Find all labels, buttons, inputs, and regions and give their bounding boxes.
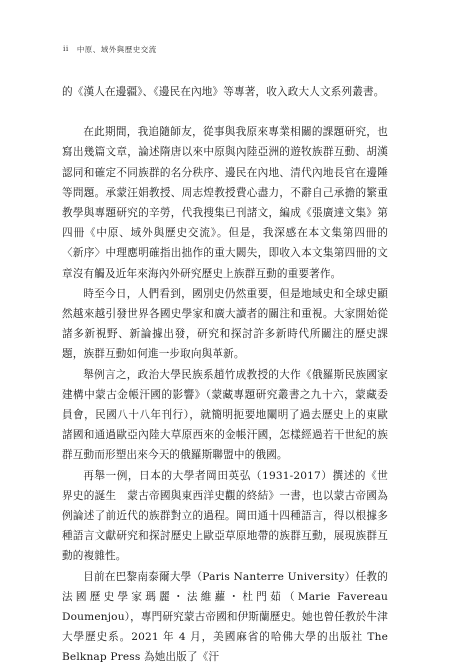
paragraph: 舉例言之，政治大學民族系趙竹成教授的大作《俄羅斯民族國家建構中蒙古金帳汗國的影響》（蒙藏專題研究叢書之九十六，蒙藏委員會，民國八十八年刊行），就簡明扼要地闡明了過去歷史上的東歐諸國和通過歐亞內陸大草原西來的金帳汗國，怎樣經過若干世紀的族群互動而形塑出來今天的俄羅斯聯盟中的俄國。	[62, 368, 388, 462]
paragraph: 在此期間，我追隨師友，從事與我原來專業相關的課題研究，也寫出幾篇文章，論述隋唐以來中原與內陸亞洲的遊牧族群互動、胡漢認同和確定不同族群的名分秩序、邊民在內地、清代內地長官在邊陲等問題。承蒙汪娟教授、周志煌教授費心盡力，不辭自己承擔的繁重教學與專題研究的辛勞，代我搜集已刊諸文，編成《張廣達文集》第四冊《中原、域外與歷史交流》。但是，我深感在本文集第四冊的〈新序〉中理應明確指出拙作的重大闕失，即收入本文集第四冊的文章沒有觸及近年來海內外研究歷史上族群互動的重要著作。	[62, 126, 388, 280]
paragraph: 目前在巴黎南泰爾大學（Paris Nanterre University）任教的法國歷史學家瑪麗・法維蘿・杜門茹（Marie Favereau Doumenjou），專門研究蒙古帝國和伊斯蘭歷史。她也曾任教於牛津大學歷史系。2021 年 4 月，美國麻省的哈佛大學的出版社 The Belknap Press 為她出版了《汗	[62, 570, 388, 664]
paragraph: 的《漢人在邊疆》、《邊民在內地》等專著，收入政大人文系列叢書。	[62, 86, 385, 98]
paragraph: 時至今日，人們看到，國別史仍然重要，但是地域史和全球史顯然越來越引發世界各國史學家和廣大讀者的關注和重視。大家開始從諸多新視野、新論據出發，研究和探討許多新時代所關注的歷史課題，族群互動如何進一步取向與革新。	[62, 287, 388, 361]
running-head-title: 中原、域外與歷史交流	[76, 45, 157, 54]
body-text	[62, 82, 388, 668]
paragraph: 再舉一例，日本的大學者岡田英弘（1931-2017）撰述的《世界史的誕生 蒙古帝國與東西洋史觀的終結》一書，也以蒙古帝國為例論述了前近代的族群對立的過程。岡田通十四種語言，得以根據多種語言文獻研究和探討歷史上歐亞草原地帶的族群互動，展現族群互動的複雜性。	[62, 469, 388, 563]
running-head	[63, 44, 157, 55]
page-number: ii	[63, 44, 69, 53]
